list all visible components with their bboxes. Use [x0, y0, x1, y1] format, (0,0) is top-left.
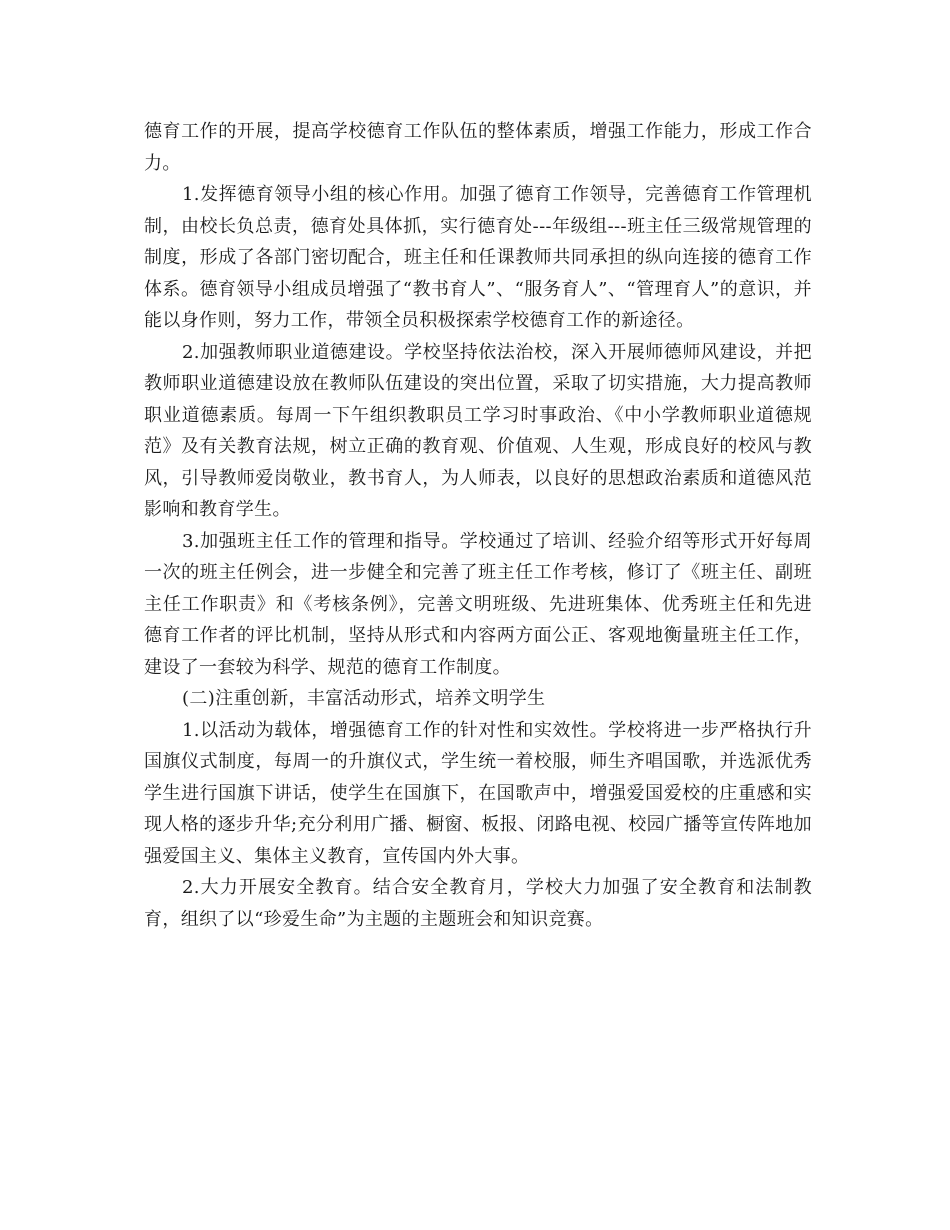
- paragraph-teacher-ethics: 2.加强教师职业道德建设。学校坚持依法治校，深入开展师德师风建设，并把教师职业道德建设放在教师队伍建设的突出位置，采取了切实措施，大力提高教师职业道德素质。每周一下午组织教职员工学习时事政治、《中小学教师职业道德规范》及有关教育法规，树立正确的教育观、价值观、人生观，形成良好的校风与教风，引导教师爱岗敬业，教书育人，为人师表，以良好的思想政治素质和道德风范影响和教育学生。: [144, 341, 812, 520]
- section-heading-innovation: (二)注重创新，丰富活动形式，培养文明学生: [182, 688, 546, 709]
- document-page: [144, 116, 812, 935]
- paragraph-continuation: 德育工作的开展，提高学校德育工作队伍的整体素质，增强工作能力，形成工作合力。: [144, 121, 812, 174]
- paragraph-leadership-group: 1.发挥德育领导小组的核心作用。加强了德育工作领导，完善德育工作管理机制，由校长负总责，德育处具体抓，实行德育处---年级组---班主任三级常规管理的制度，形成了各部门密切配合，班主任和任课教师共同承担的纵向连接的德育工作体系。德育领导小组成员增强了“教书育人”、“服务育人”、“管理育人”的意识，并能以身作则，努力工作，带领全员积极探索学校德育工作的新途径。: [144, 184, 812, 331]
- paragraph-activities: 1.以活动为载体，增强德育工作的针对性和实效性。学校将进一步严格执行升国旗仪式制度，每周一的升旗仪式，学生统一着校服，师生齐唱国歌，并选派优秀学生进行国旗下讲话，使学生在国旗下，在国歌声中，增强爱国爱校的庄重感和实现人格的逐步升华;充分利用广播、橱窗、板报、闭路电视、校园广播等宣传阵地加强爱国主义、集体主义教育，宣传国内外大事。: [144, 719, 812, 867]
- paragraph-safety-education: 2.大力开展安全教育。结合安全教育月，学校大力加强了安全教育和法制教育，组织了以“珍爱生命”为主题的主题班会和知识竞赛。: [144, 877, 812, 930]
- paragraph-head-teacher-management: 3.加强班主任工作的管理和指导。学校通过了培训、经验介绍等形式开好每周一次的班主任例会，进一步健全和完善了班主任工作考核，修订了《班主任、副班主任工作职责》和《考核条例》，完善文明班级、先进班集体、优秀班主任和先进德育工作者的评比机制，坚持从形式和内容两方面公正、客观地衡量班主任工作，建设了一套较为科学、规范的德育工作制度。: [144, 530, 812, 678]
